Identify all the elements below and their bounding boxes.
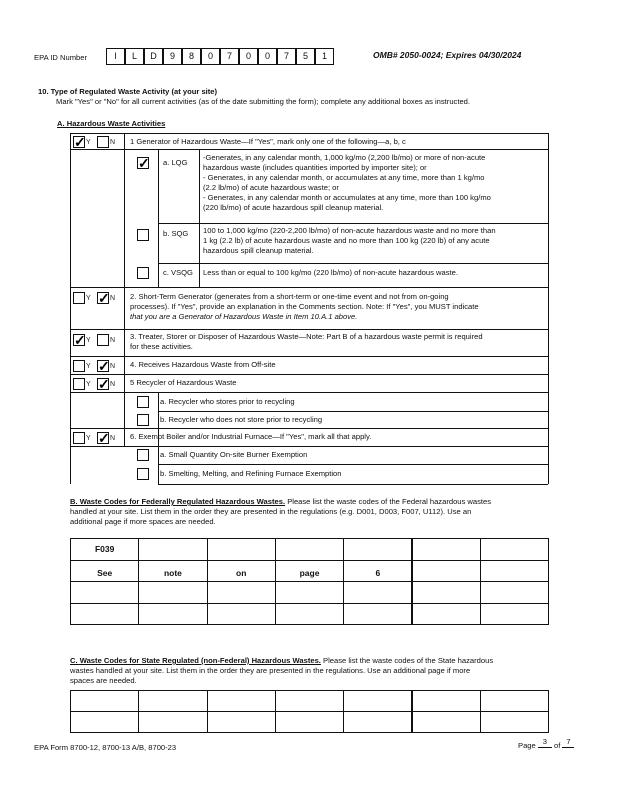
waste-code-cell[interactable] — [480, 603, 549, 626]
checkmark-icon: ✓ — [98, 430, 110, 446]
epa-id-digit: 0 — [258, 48, 277, 65]
lqg-label: a. LQG — [163, 158, 188, 167]
sqg-label: b. SQG — [163, 229, 189, 238]
waste-code-cell[interactable] — [343, 581, 412, 604]
waste-code-cell[interactable] — [207, 538, 276, 561]
yes-label: Y — [86, 295, 91, 302]
of-label: of — [554, 741, 561, 750]
state-waste-code-cell[interactable] — [480, 690, 549, 712]
state-waste-code-cell[interactable] — [343, 711, 412, 733]
waste-code-cell[interactable] — [138, 581, 207, 604]
row2-description: 2. Short-Term Generator (generates from a short-term or one-time event and not from on-going processes). If "Yes", provide an explanation in the Comments section. Note: If "Yes", you MUST indicate that you are a Generator of Hazardous Waste in Item 10.A.1 above. — [130, 292, 479, 321]
waste-code-cell[interactable] — [412, 603, 481, 626]
waste-code-cell[interactable] — [275, 603, 344, 626]
epa-id-digit: L — [125, 48, 144, 65]
waste-code-cell[interactable] — [275, 538, 344, 561]
waste-code-cell[interactable] — [412, 560, 481, 583]
waste-code-cell[interactable]: See — [70, 560, 139, 583]
row1-label: 1 Generator of Hazardous Waste—If "Yes", mark only one of the following—a, b, c — [130, 137, 406, 146]
yes-label: Y — [86, 363, 91, 370]
state-waste-code-cell[interactable] — [207, 711, 276, 733]
waste-code-cell[interactable] — [138, 538, 207, 561]
row6-yes-checkbox[interactable] — [73, 432, 85, 444]
epa-id-digit: 0 — [239, 48, 258, 65]
state-waste-code-cell[interactable] — [207, 690, 276, 712]
state-waste-code-cell[interactable] — [138, 690, 207, 712]
waste-code-cell[interactable] — [480, 581, 549, 604]
section-10-instructions: Mark "Yes" or "No" for all current activities (as of the date submitting the form); complete any additional boxes as instructed. — [56, 97, 471, 106]
state-waste-code-cell[interactable] — [138, 711, 207, 733]
epa-id-digit: 7 — [220, 48, 239, 65]
row5a-checkbox[interactable] — [137, 396, 149, 408]
form-number: EPA Form 8700-12, 8700-13 A/B, 8700-23 — [34, 743, 177, 752]
state-waste-code-cell[interactable] — [480, 711, 549, 733]
waste-code-cell[interactable]: 6 — [343, 560, 412, 583]
epa-id-label: EPA ID Number — [34, 53, 88, 62]
row3-no-checkbox[interactable] — [97, 334, 109, 346]
vsqg-checkbox[interactable] — [137, 267, 149, 279]
checkmark-icon: ✓ — [98, 290, 110, 306]
row5-yes-checkbox[interactable] — [73, 378, 85, 390]
subsection-a-title: A. Hazardous Waste Activities — [57, 119, 166, 128]
yes-label: Y — [86, 435, 91, 442]
checkmark-icon: ✓ — [74, 134, 86, 150]
row6a-checkbox[interactable] — [137, 449, 149, 461]
row1-no-checkbox[interactable] — [97, 136, 109, 148]
epa-id-digit: 7 — [277, 48, 296, 65]
no-label: N — [110, 337, 116, 344]
section-c-title: C. Waste Codes for State Regulated (non-Federal) Hazardous Wastes. — [70, 656, 321, 665]
omb-number: OMB# 2050-0024; Expires 04/30/2024 — [373, 50, 522, 60]
no-label: N — [110, 363, 116, 370]
vsqg-description: Less than or equal to 100 kg/mo (220 lb/mo) of non-acute hazardous waste. — [203, 268, 458, 277]
section-b-text: B. Waste Codes for Federally Regulated Hazardous Wastes. Please list the waste codes of the Federal hazardous wastes handled at your site. List them in the order they are presented in the regulations (e.g. D001, D003, F007, U112). Use an additional page if more spaces are needed. — [70, 497, 492, 526]
waste-code-cell[interactable]: F039 — [70, 538, 139, 561]
page-number: 3 — [538, 737, 552, 748]
waste-code-cell[interactable] — [207, 581, 276, 604]
yes-label: Y — [86, 381, 91, 388]
row5b-label: b. Recycler who does not store prior to recycling — [160, 415, 323, 424]
row6a-label: a. Small Quantity On-site Burner Exemption — [160, 450, 308, 459]
row5-label: 5 Recycler of Hazardous Waste — [130, 378, 237, 387]
epa-id-digit: 9 — [163, 48, 182, 65]
state-waste-code-cell[interactable] — [412, 711, 481, 733]
epa-id-digit: 8 — [182, 48, 201, 65]
waste-code-cell[interactable] — [70, 603, 139, 626]
lqg-description: -Generates, in any calendar month, 1,000 kg/mo (2,200 lb/mo) or more of non-acute hazardous waste (includes quantities imported by importer site); or - Generates, in any calendar month, or accumulates at any time, more than 1 kg/mo (2.2 lb/mo) of acute hazardous waste; or - Generates, in any calendar month or accumulates at any time, more than 100 kg/mo (220 lb/mo) of acute hazardous spill cleanup material. — [203, 153, 491, 212]
page-indicator — [518, 737, 574, 752]
row5b-checkbox[interactable] — [137, 414, 149, 426]
page-label: Page — [518, 741, 536, 750]
state-waste-code-cell[interactable] — [275, 690, 344, 712]
section-10-title: 10. Type of Regulated Waste Activity (at your site) — [38, 87, 218, 96]
row6-label: 6. Exempt Boiler and/or Industrial Furnace—If "Yes", mark all that apply. — [130, 432, 372, 441]
checkmark-icon: ✓ — [98, 376, 110, 392]
epa-id-digit: 1 — [315, 48, 334, 65]
waste-code-cell[interactable] — [138, 603, 207, 626]
waste-code-cell[interactable] — [412, 581, 481, 604]
waste-code-cell[interactable] — [70, 581, 139, 604]
row6b-checkbox[interactable] — [137, 468, 149, 480]
section-c-text: C. Waste Codes for State Regulated (non-Federal) Hazardous Wastes. Please list the waste codes of the State hazardous wastes handled at your site. List them in the order they are presented in the regulations. Use an additional page if more spaces are needed. — [70, 656, 494, 685]
waste-code-cell[interactable] — [412, 538, 481, 561]
row3-description: 3. Treater, Storer or Disposer of Hazardous Waste—Note: Part B of a hazardous waste permit is required for these activities. — [130, 332, 483, 351]
vsqg-label: c. VSQG — [163, 268, 193, 277]
waste-code-cell[interactable] — [480, 538, 549, 561]
no-label: N — [110, 295, 116, 302]
waste-code-cell[interactable]: page — [275, 560, 344, 583]
state-waste-code-cell[interactable] — [70, 711, 139, 733]
epa-id-digit: 5 — [296, 48, 315, 65]
section-b-title: B. Waste Codes for Federally Regulated Hazardous Wastes. — [70, 497, 286, 506]
state-waste-code-cell[interactable] — [343, 690, 412, 712]
checkmark-icon: ✓ — [98, 358, 110, 374]
state-waste-code-cell[interactable] — [275, 711, 344, 733]
total-pages: 7 — [562, 737, 574, 748]
state-waste-code-cell[interactable] — [70, 690, 139, 712]
epa-id-digit: 0 — [201, 48, 220, 65]
waste-code-cell[interactable] — [275, 581, 344, 604]
waste-code-cell[interactable] — [343, 603, 412, 626]
yes-label: Y — [86, 139, 91, 146]
no-label: N — [110, 381, 116, 388]
row4-yes-checkbox[interactable] — [73, 360, 85, 372]
row4-label: 4. Receives Hazardous Waste from Off-site — [130, 360, 276, 369]
no-label: N — [110, 435, 116, 442]
row5a-label: a. Recycler who stores prior to recycling — [160, 397, 295, 406]
row2-yes-checkbox[interactable] — [73, 292, 85, 304]
waste-code-cell[interactable] — [480, 560, 549, 583]
waste-code-cell[interactable] — [343, 538, 412, 561]
epa-id-digit: I — [106, 48, 125, 65]
checkmark-icon: ✓ — [138, 155, 150, 171]
checkmark-icon: ✓ — [74, 332, 86, 348]
epa-id-digit: D — [144, 48, 163, 65]
waste-code-cell[interactable] — [207, 603, 276, 626]
waste-code-cell[interactable]: on — [207, 560, 276, 583]
waste-code-cell[interactable]: note — [138, 560, 207, 583]
no-label: N — [110, 139, 116, 146]
sqg-checkbox[interactable] — [137, 229, 149, 241]
sqg-description: 100 to 1,000 kg/mo (220-2,200 lb/mo) of non-acute hazardous waste and no more than 1 kg (2.2 lb) of acute hazardous waste and no more than 100 kg (220 lb) of any acute hazardous spill cleanup material. — [203, 226, 496, 255]
row6b-label: b. Smelting, Melting, and Refining Furnace Exemption — [160, 469, 342, 478]
yes-label: Y — [86, 337, 91, 344]
state-waste-code-cell[interactable] — [412, 690, 481, 712]
